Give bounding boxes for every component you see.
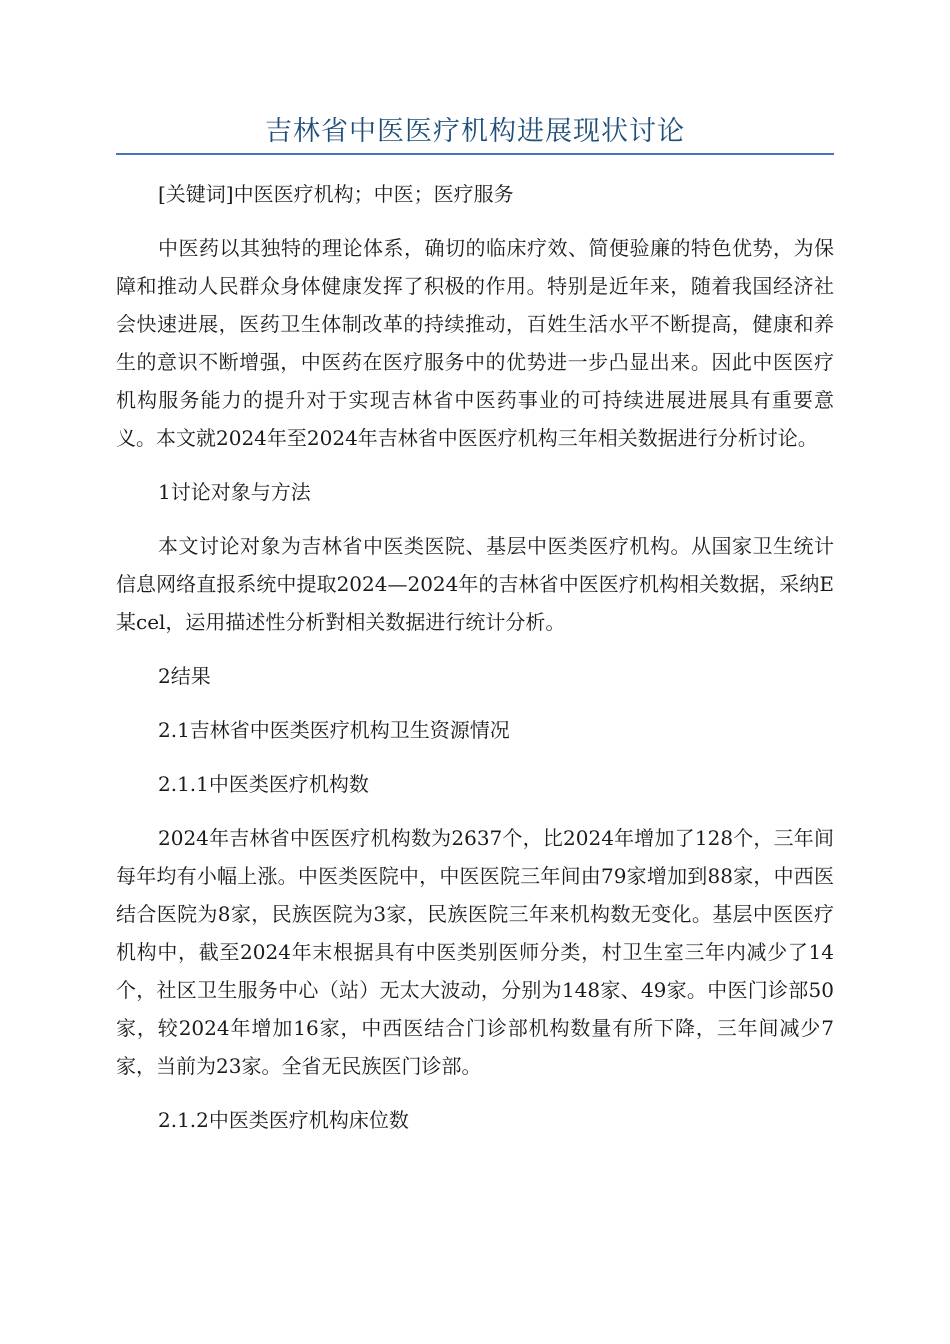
title-underline [116, 153, 834, 155]
section-heading-1: 1讨论对象与方法 [158, 480, 311, 504]
methods-paragraph: 本文讨论对象为吉林省中医类医院、基层中医类医疗机构。从国家卫生统计信息网络直报系统中提取2024—2024年的吉林省中医医疗机构相关数据，采纳E某cel，运用描述性分析對相关数据进行统计分析。 [116, 534, 834, 634]
results-paragraph: 2024年吉林省中医医疗机构数为2637个，比2024年增加了128个，三年间每年均有小幅上涨。中医类医院中，中医医院三年间由79家增加到88家，中西医结合医院为8家，民族医院为3家，民族医院三年来机构数无变化。基层中医医疗机构中，截至2024年末根据具有中医类别医师分类，村卫生室三年内减少了14个，社区卫生服务中心（站）无太大波动，分别为148家、49家。中医门诊部50家，较2024年增加16家，中西医结合门诊部机构数量有所下降，三年间减少7家，当前为23家。全省无民族医门诊部。 [116, 826, 834, 1078]
subsection-heading-2-1: 2.1吉林省中医类医疗机构卫生资源情况 [158, 718, 510, 742]
subsection-heading-2-1-1: 2.1.1中医类医疗机构数 [158, 772, 369, 796]
keywords-paragraph: [关键词]中医医疗机构；中医；医疗服务 [158, 182, 514, 206]
document-title: 吉林省中医医疗机构进展现状讨论 [265, 116, 685, 147]
section-heading-2: 2结果 [158, 664, 211, 688]
intro-paragraph: 中医药以其独特的理论体系，确切的临床疗效、简便验廉的特色优势，为保障和推动人民群众身体健康发挥了积极的作用。特别是近年来，随着我国经济社会快速进展，医药卫生体制改革的持续推动，百姓生活水平不断提高，健康和养生的意识不断增强，中医药在医疗服务中的优势进一步凸显出来。因此中医医疗机构服务能力的提升对于实现吉林省中医药事业的可持续进展进展具有重要意义。本文就2024年至2024年吉林省中医医疗机构三年相关数据进行分析讨论。 [116, 236, 834, 450]
document-body [116, 175, 834, 1139]
subsection-heading-2-1-2: 2.1.2中医类医疗机构床位数 [158, 1108, 409, 1132]
